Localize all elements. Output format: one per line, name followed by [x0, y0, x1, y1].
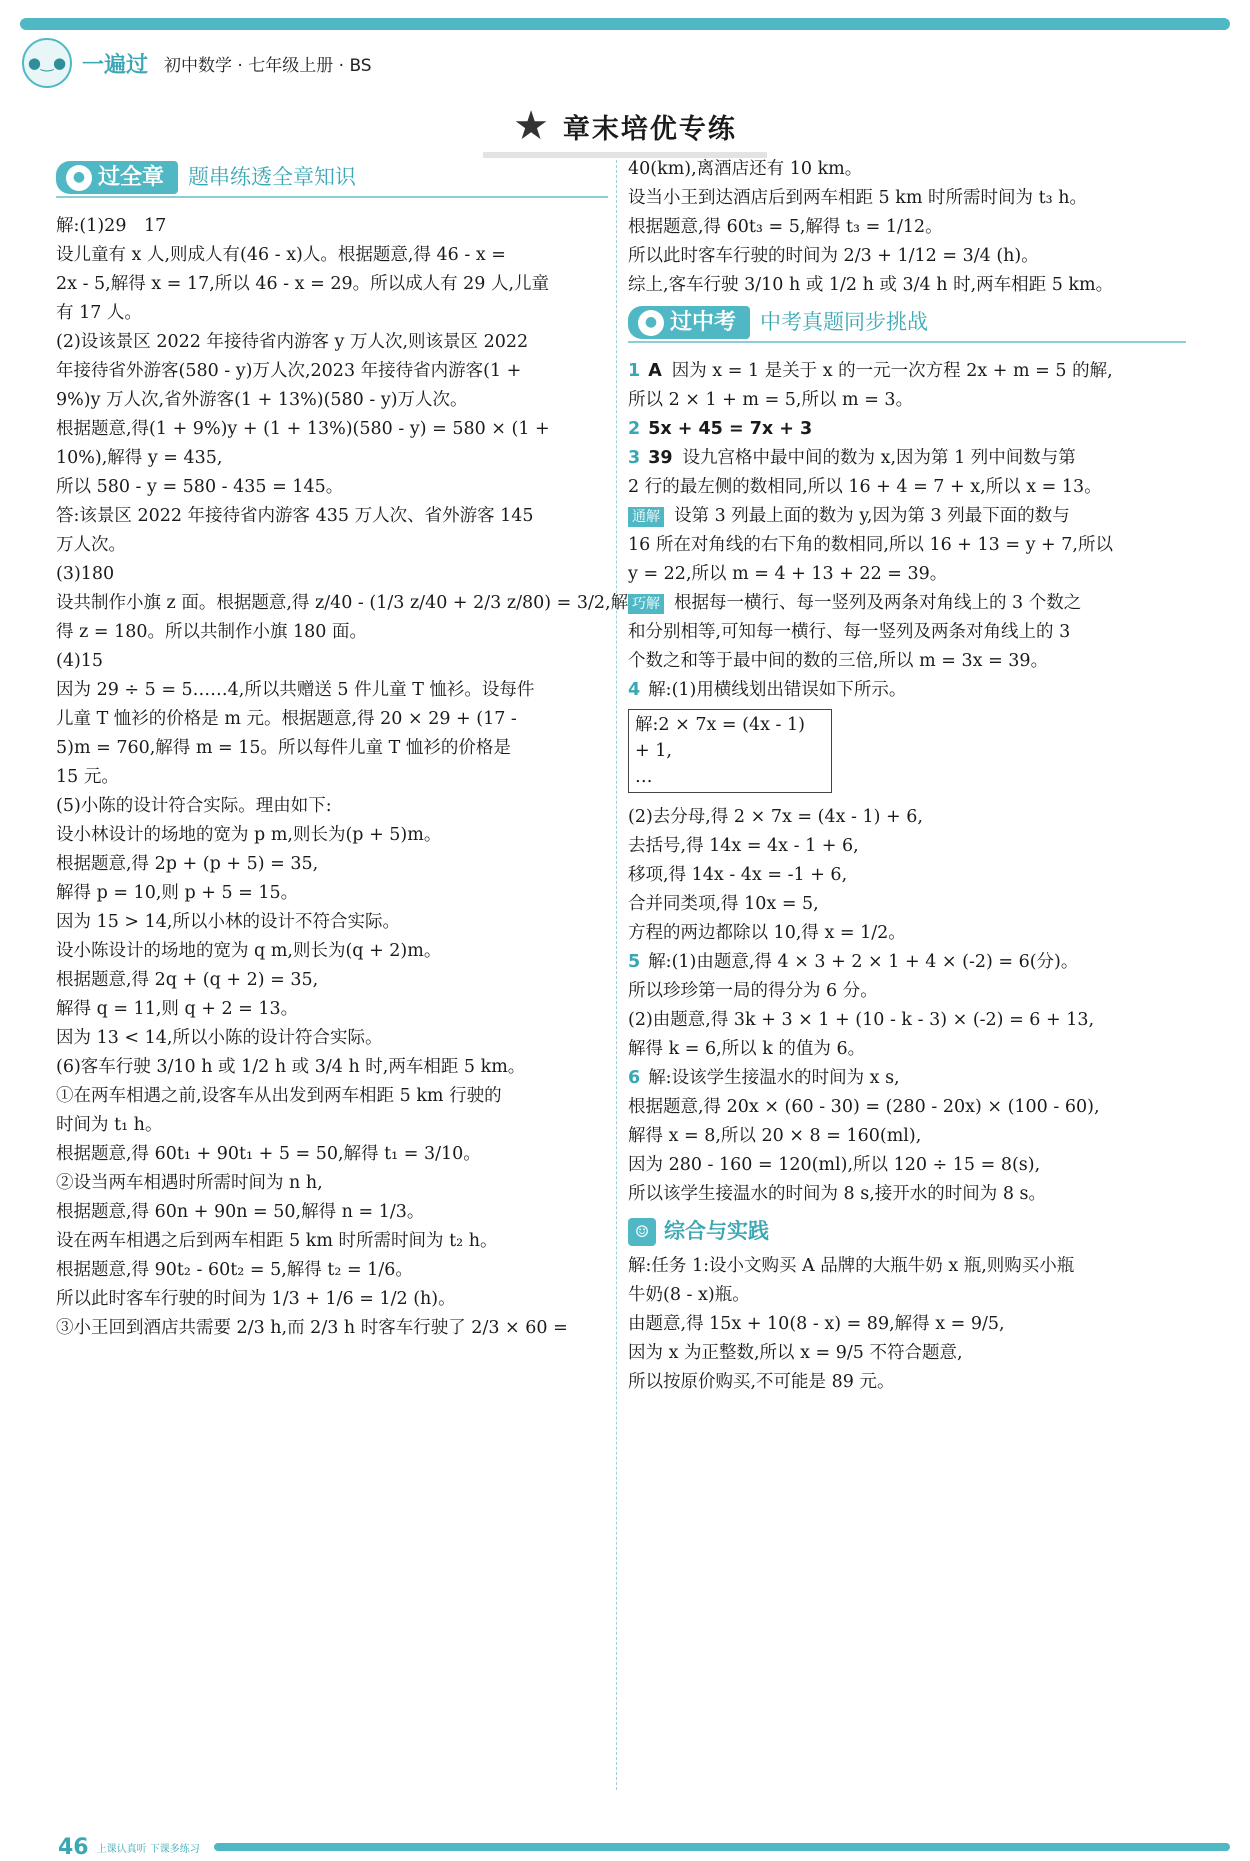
- text-line: 所以此时客车行驶的时间为 2/3 + 1/12 = 3/4 (h)。: [628, 246, 1039, 266]
- text-line: 15 元。: [56, 767, 119, 787]
- column-divider: [616, 160, 617, 1790]
- text-line: 所以 580 - y = 580 - 435 = 145。: [56, 477, 344, 497]
- footer-note: 上课认真听 下课多练习: [96, 1843, 200, 1855]
- text-line: 设当小王到达酒店后到两车相距 5 km 时所需时间为 t₃ h。: [628, 188, 1087, 208]
- text-line: ③小王回到酒店共需要 2/3 h,而 2/3 h 时客车行驶了 2/3 × 60 =: [56, 1318, 568, 1338]
- text-line: ①在两车相遇之前,设客车从出发到两车相距 5 km 行驶的: [56, 1086, 502, 1106]
- star-face-icon: ★: [513, 103, 549, 149]
- left-column: [56, 155, 629, 1343]
- question-5: 5 解:(1)由题意,得 4 × 3 + 2 × 1 + 4 × (-2) = 6(分)。 所以珍珍第一局的得分为 6 分。 (2)由题意,得 3k + 3 × 1 + (10 - k - 3) × (-2) = 6 + 13, 解得 k = 6,所以 k 的值为 6。: [628, 952, 1095, 1059]
- solution-continued: [628, 155, 1186, 300]
- chapter-title: ★ 章末培优专练: [0, 100, 1250, 158]
- text-line: 设在两车相遇之后到两车相距 5 km 时所需时间为 t₂ h。: [56, 1231, 498, 1251]
- text-line: 设儿童有 x 人,则成人有(46 - x)人。根据题意,得 46 - x =: [56, 245, 506, 265]
- text-line: 答:该景区 2022 年接待省内游客 435 万人次、省外游客 145: [56, 506, 534, 526]
- text-line: 解:任务 1:设小文购买 A 品牌的大瓶牛奶 x 瓶,则购买小瓶: [628, 1256, 1075, 1276]
- tag-general: 通解: [628, 507, 664, 527]
- owl-mascot-icon: ●: [66, 165, 92, 191]
- page-footer: [20, 1833, 1230, 1861]
- text-line: 年接待省外游客(580 - y)万人次,2023 年接待省内游客(1 +: [56, 361, 522, 381]
- section-header-exam: ● 过中考 中考真题同步挑战: [628, 306, 1186, 343]
- text-line: 根据题意,得(1 + 9%)y + (1 + 13%)(580 - y) = 580 × (1 +: [56, 419, 550, 439]
- question-6: 6 解:设该学生接温水的时间为 x s, 根据题意,得 20x × (60 - 30) = (280 - 20x) × (100 - 60), 解得 x = 8,所以 20 × 8 = 160(ml), 因为 280 - 160 = 120(ml),所以 120 ÷ 15 = 8(s), 所以该学生接温水的时间为 8 s,接开水的时间为 8 s。: [628, 1068, 1100, 1204]
- text-line: ②设当两车相遇时所需时间为 n h,: [56, 1173, 323, 1193]
- text-line: 根据题意,得 60n + 90n = 50,解得 n = 1/3。: [56, 1202, 425, 1222]
- text-line: (5)小陈的设计符合实际。理由如下:: [56, 796, 332, 816]
- text-line: 所以此时客车行驶的时间为 1/3 + 1/6 = 1/2 (h)。: [56, 1289, 456, 1309]
- text-line: 有 17 人。: [56, 303, 142, 323]
- text-line: 9%)y 万人次,省外游客(1 + 13%)(580 - y)万人次。: [56, 390, 468, 410]
- text-line: 根据题意,得 90t₂ - 60t₂ = 5,解得 t₂ = 1/6。: [56, 1260, 413, 1280]
- text-line: 综上,客车行驶 3/10 h 或 1/2 h 或 3/4 h 时,两车相距 5 km。: [628, 275, 1114, 295]
- text-line: 设小林设计的场地的宽为 p m,则长为(p + 5)m。: [56, 825, 442, 845]
- text-line: 儿童 T 恤衫的价格是 m 元。根据题意,得 20 × 29 + (17 -: [56, 709, 517, 729]
- text-line: 因为 13 < 14,所以小陈的设计符合实际。: [56, 1028, 383, 1048]
- text-line: (6)客车行驶 3/10 h 或 1/2 h 或 3/4 h 时,两车相距 5 km。: [56, 1057, 526, 1077]
- text-line: 设共制作小旗 z 面。根据题意,得 z/40 - (1/3 z/40 + 2/3 z/80) = 3/2,解: [56, 593, 629, 613]
- section-header-chapter: ● 过全章 题串练透全章知识: [56, 161, 608, 198]
- text-line: 10%),解得 y = 435,: [56, 448, 223, 468]
- text-line: 时间为 t₁ h。: [56, 1115, 163, 1135]
- text-line: 得 z = 180。所以共制作小旗 180 面。: [56, 622, 368, 642]
- question-2: 2 5x + 45 = 7x + 3: [628, 419, 813, 439]
- solution-lines: [56, 212, 629, 1343]
- text-line: 解得 p = 10,则 p + 5 = 15。: [56, 883, 299, 903]
- error-box: 解:2 × 7x = (4x - 1) + 1, …: [628, 709, 832, 793]
- text-line: 万人次。: [56, 535, 126, 555]
- text-line: 因为 15 > 14,所以小林的设计不符合实际。: [56, 912, 400, 932]
- owl-mascot-icon: ●: [638, 310, 664, 336]
- text-line: 所以按原价购买,不可能是 89 元。: [628, 1372, 895, 1392]
- practice-lines: [628, 1252, 1186, 1397]
- text-line: 设小陈设计的场地的宽为 q m,则长为(q + 2)m。: [56, 941, 442, 961]
- text-line: 根据题意,得 60t₃ = 5,解得 t₃ = 1/12。: [628, 217, 943, 237]
- text-line: 5)m = 760,解得 m = 15。所以每件儿童 T 恤衫的价格是: [56, 738, 511, 758]
- text-line: 根据题意,得 60t₁ + 90t₁ + 5 = 50,解得 t₁ = 3/10。: [56, 1144, 481, 1164]
- page-header: [22, 38, 372, 88]
- question-3: 3 39 设九宫格中最中间的数为 x,因为第 1 列中间数与第 2 行的最左侧的数相同,所以 16 + 4 = 7 + x,所以 x = 13。 通解 设第 3 列最上面的数为 y,因为第 3 列最下面的数与 16 所在对角线的右下角的数相同,所以 16 + 13 = y + 7,所以 y = 22,所以 m = 4 + 13 + 22 = 39。 巧解 根据每一横行、每一竖列及两条对角线上的 3 个数之 和分别相等,可知每一横行、每一竖列及两条对角线上的 3 个数之和等于最中间的数的三倍,所以 m = 3x = 39。: [628, 448, 1113, 671]
- footer-bar: [214, 1843, 1230, 1851]
- text-line: 根据题意,得 2p + (p + 5) = 35,: [56, 854, 319, 874]
- text-line: (2)设该景区 2022 年接待省内游客 y 万人次,则该景区 2022: [56, 332, 529, 352]
- text-line: 由题意,得 15x + 10(8 - x) = 89,解得 x = 9/5,: [628, 1314, 1005, 1334]
- page-number: 46: [58, 1834, 89, 1860]
- text-line: 解:(1)29 17: [56, 216, 167, 236]
- text-line: 解得 q = 11,则 q + 2 = 13。: [56, 999, 299, 1019]
- text-line: 因为 x 为正整数,所以 x = 9/5 不符合题意,: [628, 1343, 963, 1363]
- owl-mascot-icon: ●‿●: [22, 38, 72, 88]
- top-band: [20, 18, 1230, 30]
- section-header-practice: ☺ 综合与实践: [628, 1217, 1186, 1246]
- person-icon: ☺: [628, 1218, 656, 1246]
- text-line: (3)180: [56, 564, 115, 584]
- question-1: 1 A 因为 x = 1 是关于 x 的一元一次方程 2x + m = 5 的解, 所以 2 × 1 + m = 5,所以 m = 3。: [628, 361, 1113, 410]
- text-line: 根据题意,得 2q + (q + 2) = 35,: [56, 970, 319, 990]
- book-title: 初中数学 · 七年级上册 · BS: [164, 55, 372, 76]
- text-line: 牛奶(8 - x)瓶。: [628, 1285, 750, 1305]
- brand-logo: 一遍过: [82, 52, 149, 78]
- text-line: 40(km),离酒店还有 10 km。: [628, 159, 863, 179]
- right-column: [628, 155, 1186, 1397]
- text-line: 因为 29 ÷ 5 = 5……4,所以共赠送 5 件儿童 T 恤衫。设每件: [56, 680, 535, 700]
- tag-clever: 巧解: [628, 594, 664, 614]
- text-line: 2x - 5,解得 x = 17,所以 46 - x = 29。所以成人有 29 人,儿童: [56, 274, 550, 294]
- question-4: 4 解:(1)用横线划出错误如下所示。 解:2 × 7x = (4x - 1) + 1, … (2)去分母,得 2 × 7x = (4x - 1) + 6, 去括号,得 14x = 4x - 1 + 6, 移项,得 14x - 4x = -1 + 6, 合并同类项,得 10x = 5, 方程的两边都除以 10,得 x = 1/2。: [628, 680, 923, 943]
- text-line: (4)15: [56, 651, 104, 671]
